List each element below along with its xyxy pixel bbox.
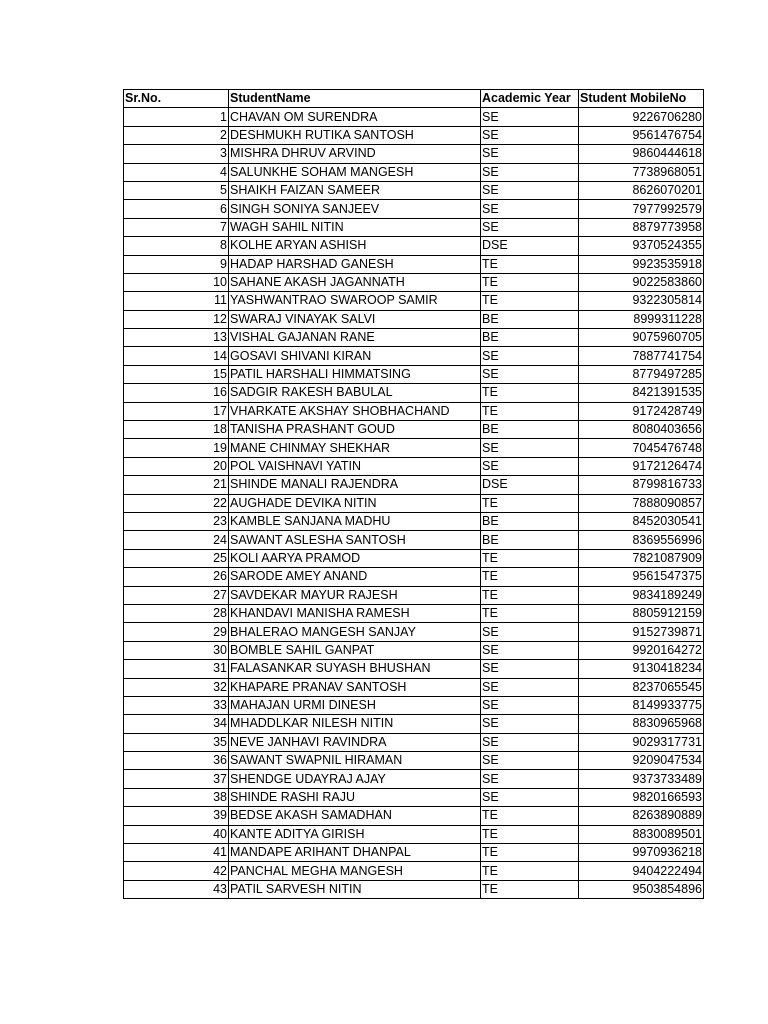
cell-sr-no: 19 bbox=[124, 439, 229, 457]
cell-mobile-no: 9172126474 bbox=[579, 457, 704, 475]
cell-sr-no: 10 bbox=[124, 273, 229, 291]
cell-sr-no: 29 bbox=[124, 623, 229, 641]
cell-academic-year: SE bbox=[481, 181, 579, 199]
cell-academic-year: DSE bbox=[481, 476, 579, 494]
cell-sr-no: 2 bbox=[124, 126, 229, 144]
table-body bbox=[124, 108, 704, 899]
cell-mobile-no: 9209047534 bbox=[579, 752, 704, 770]
table-row bbox=[124, 200, 704, 218]
cell-student-name: PANCHAL MEGHA MANGESH bbox=[229, 862, 481, 880]
cell-sr-no: 14 bbox=[124, 347, 229, 365]
cell-sr-no: 27 bbox=[124, 586, 229, 604]
table-row bbox=[124, 770, 704, 788]
table-row bbox=[124, 237, 704, 255]
cell-sr-no: 30 bbox=[124, 641, 229, 659]
cell-mobile-no: 8999311228 bbox=[579, 310, 704, 328]
cell-sr-no: 9 bbox=[124, 255, 229, 273]
header-sr-no: Sr.No. bbox=[124, 90, 229, 108]
cell-academic-year: TE bbox=[481, 862, 579, 880]
cell-student-name: PATIL SARVESH NITIN bbox=[229, 880, 481, 898]
cell-academic-year: BE bbox=[481, 329, 579, 347]
cell-academic-year: SE bbox=[481, 678, 579, 696]
cell-academic-year: BE bbox=[481, 310, 579, 328]
cell-mobile-no: 9920164272 bbox=[579, 641, 704, 659]
cell-academic-year: SE bbox=[481, 200, 579, 218]
cell-sr-no: 26 bbox=[124, 568, 229, 586]
cell-sr-no: 20 bbox=[124, 457, 229, 475]
cell-academic-year: SE bbox=[481, 145, 579, 163]
table-row bbox=[124, 660, 704, 678]
cell-student-name: VHARKATE AKSHAY SHOBHACHAND bbox=[229, 402, 481, 420]
table-row bbox=[124, 255, 704, 273]
cell-sr-no: 11 bbox=[124, 292, 229, 310]
cell-mobile-no: 8452030541 bbox=[579, 512, 704, 530]
cell-sr-no: 41 bbox=[124, 844, 229, 862]
cell-student-name: NEVE JANHAVI RAVINDRA bbox=[229, 733, 481, 751]
cell-student-name: GOSAVI SHIVANI KIRAN bbox=[229, 347, 481, 365]
cell-academic-year: SE bbox=[481, 623, 579, 641]
table-row bbox=[124, 310, 704, 328]
cell-sr-no: 18 bbox=[124, 421, 229, 439]
cell-academic-year: TE bbox=[481, 255, 579, 273]
table-row bbox=[124, 402, 704, 420]
cell-sr-no: 25 bbox=[124, 549, 229, 567]
cell-academic-year: TE bbox=[481, 292, 579, 310]
cell-sr-no: 4 bbox=[124, 163, 229, 181]
table-row bbox=[124, 347, 704, 365]
cell-mobile-no: 8830089501 bbox=[579, 825, 704, 843]
cell-sr-no: 36 bbox=[124, 752, 229, 770]
table-row bbox=[124, 788, 704, 806]
cell-mobile-no: 8421391535 bbox=[579, 384, 704, 402]
cell-mobile-no: 8149933775 bbox=[579, 696, 704, 714]
cell-sr-no: 13 bbox=[124, 329, 229, 347]
cell-student-name: SAHANE AKASH JAGANNATH bbox=[229, 273, 481, 291]
table-row bbox=[124, 568, 704, 586]
table-row bbox=[124, 457, 704, 475]
cell-academic-year: TE bbox=[481, 844, 579, 862]
cell-student-name: SAWANT ASLESHA SANTOSH bbox=[229, 531, 481, 549]
cell-student-name: HADAP HARSHAD GANESH bbox=[229, 255, 481, 273]
cell-student-name: SHINDE RASHI RAJU bbox=[229, 788, 481, 806]
cell-academic-year: SE bbox=[481, 788, 579, 806]
cell-student-name: MAHAJAN URMI DINESH bbox=[229, 696, 481, 714]
cell-academic-year: SE bbox=[481, 347, 579, 365]
cell-student-name: FALASANKAR SUYASH BHUSHAN bbox=[229, 660, 481, 678]
student-table bbox=[123, 89, 704, 899]
table-row bbox=[124, 494, 704, 512]
cell-mobile-no: 9152739871 bbox=[579, 623, 704, 641]
cell-student-name: VISHAL GAJANAN RANE bbox=[229, 329, 481, 347]
cell-academic-year: SE bbox=[481, 715, 579, 733]
cell-student-name: DESHMUKH RUTIKA SANTOSH bbox=[229, 126, 481, 144]
cell-student-name: SHENDGE UDAYRAJ AJAY bbox=[229, 770, 481, 788]
cell-sr-no: 33 bbox=[124, 696, 229, 714]
cell-academic-year: BE bbox=[481, 512, 579, 530]
cell-sr-no: 21 bbox=[124, 476, 229, 494]
cell-sr-no: 8 bbox=[124, 237, 229, 255]
cell-academic-year: SE bbox=[481, 365, 579, 383]
table-row bbox=[124, 862, 704, 880]
cell-mobile-no: 8237065545 bbox=[579, 678, 704, 696]
cell-academic-year: SE bbox=[481, 163, 579, 181]
cell-academic-year: TE bbox=[481, 549, 579, 567]
table-row bbox=[124, 163, 704, 181]
cell-sr-no: 7 bbox=[124, 218, 229, 236]
cell-mobile-no: 9370524355 bbox=[579, 237, 704, 255]
cell-academic-year: BE bbox=[481, 531, 579, 549]
cell-mobile-no: 8805912159 bbox=[579, 604, 704, 622]
cell-sr-no: 6 bbox=[124, 200, 229, 218]
table-header-row bbox=[124, 90, 704, 108]
cell-sr-no: 34 bbox=[124, 715, 229, 733]
cell-mobile-no: 7045476748 bbox=[579, 439, 704, 457]
cell-academic-year: SE bbox=[481, 108, 579, 126]
table-row bbox=[124, 273, 704, 291]
cell-sr-no: 23 bbox=[124, 512, 229, 530]
cell-sr-no: 16 bbox=[124, 384, 229, 402]
cell-academic-year: SE bbox=[481, 660, 579, 678]
cell-mobile-no: 9561547375 bbox=[579, 568, 704, 586]
table-row bbox=[124, 696, 704, 714]
cell-sr-no: 28 bbox=[124, 604, 229, 622]
cell-sr-no: 38 bbox=[124, 788, 229, 806]
cell-mobile-no: 9561476754 bbox=[579, 126, 704, 144]
cell-academic-year: TE bbox=[481, 604, 579, 622]
header-academic-year: Academic Year bbox=[481, 90, 579, 108]
table-row bbox=[124, 218, 704, 236]
table-row bbox=[124, 623, 704, 641]
cell-student-name: PATIL HARSHALI HIMMATSING bbox=[229, 365, 481, 383]
table-row bbox=[124, 476, 704, 494]
table-row bbox=[124, 880, 704, 898]
cell-academic-year: TE bbox=[481, 568, 579, 586]
cell-student-name: KANTE ADITYA GIRISH bbox=[229, 825, 481, 843]
cell-academic-year: TE bbox=[481, 807, 579, 825]
cell-mobile-no: 7821087909 bbox=[579, 549, 704, 567]
cell-sr-no: 3 bbox=[124, 145, 229, 163]
table-row bbox=[124, 604, 704, 622]
cell-mobile-no: 7977992579 bbox=[579, 200, 704, 218]
cell-academic-year: SE bbox=[481, 733, 579, 751]
cell-academic-year: TE bbox=[481, 402, 579, 420]
table-row bbox=[124, 292, 704, 310]
cell-academic-year: SE bbox=[481, 457, 579, 475]
table-row bbox=[124, 715, 704, 733]
cell-sr-no: 17 bbox=[124, 402, 229, 420]
cell-mobile-no: 9373733489 bbox=[579, 770, 704, 788]
cell-student-name: AUGHADE DEVIKA NITIN bbox=[229, 494, 481, 512]
cell-student-name: SADGIR RAKESH BABULAL bbox=[229, 384, 481, 402]
cell-student-name: SARODE AMEY ANAND bbox=[229, 568, 481, 586]
table-row bbox=[124, 512, 704, 530]
cell-mobile-no: 9404222494 bbox=[579, 862, 704, 880]
cell-sr-no: 32 bbox=[124, 678, 229, 696]
cell-mobile-no: 9503854896 bbox=[579, 880, 704, 898]
cell-mobile-no: 8626070201 bbox=[579, 181, 704, 199]
cell-student-name: SWARAJ VINAYAK SALVI bbox=[229, 310, 481, 328]
cell-student-name: YASHWANTRAO SWAROOP SAMIR bbox=[229, 292, 481, 310]
cell-sr-no: 15 bbox=[124, 365, 229, 383]
cell-academic-year: TE bbox=[481, 494, 579, 512]
table-row bbox=[124, 586, 704, 604]
cell-mobile-no: 9172428749 bbox=[579, 402, 704, 420]
cell-mobile-no: 8779497285 bbox=[579, 365, 704, 383]
cell-sr-no: 43 bbox=[124, 880, 229, 898]
table-row bbox=[124, 329, 704, 347]
cell-academic-year: SE bbox=[481, 439, 579, 457]
cell-mobile-no: 9022583860 bbox=[579, 273, 704, 291]
cell-academic-year: TE bbox=[481, 880, 579, 898]
table-row bbox=[124, 365, 704, 383]
cell-student-name: KOLI AARYA PRAMOD bbox=[229, 549, 481, 567]
cell-mobile-no: 7738968051 bbox=[579, 163, 704, 181]
cell-mobile-no: 8830965968 bbox=[579, 715, 704, 733]
cell-student-name: MHADDLKAR NILESH NITIN bbox=[229, 715, 481, 733]
cell-mobile-no: 7887741754 bbox=[579, 347, 704, 365]
table-row bbox=[124, 145, 704, 163]
cell-student-name: KAMBLE SANJANA MADHU bbox=[229, 512, 481, 530]
table-row bbox=[124, 126, 704, 144]
cell-mobile-no: 9820166593 bbox=[579, 788, 704, 806]
cell-mobile-no: 9075960705 bbox=[579, 329, 704, 347]
cell-mobile-no: 8879773958 bbox=[579, 218, 704, 236]
table-row bbox=[124, 531, 704, 549]
cell-mobile-no: 9226706280 bbox=[579, 108, 704, 126]
cell-sr-no: 22 bbox=[124, 494, 229, 512]
cell-mobile-no: 9834189249 bbox=[579, 586, 704, 604]
cell-mobile-no: 9029317731 bbox=[579, 733, 704, 751]
cell-sr-no: 31 bbox=[124, 660, 229, 678]
cell-student-name: SINGH SONIYA SANJEEV bbox=[229, 200, 481, 218]
cell-academic-year: SE bbox=[481, 641, 579, 659]
header-student-name: StudentName bbox=[229, 90, 481, 108]
table-row bbox=[124, 181, 704, 199]
cell-student-name: SHINDE MANALI RAJENDRA bbox=[229, 476, 481, 494]
cell-student-name: POL VAISHNAVI YATIN bbox=[229, 457, 481, 475]
cell-student-name: KHAPARE PRANAV SANTOSH bbox=[229, 678, 481, 696]
table-row bbox=[124, 678, 704, 696]
table-row bbox=[124, 825, 704, 843]
cell-academic-year: SE bbox=[481, 218, 579, 236]
cell-sr-no: 39 bbox=[124, 807, 229, 825]
cell-student-name: CHAVAN OM SURENDRA bbox=[229, 108, 481, 126]
cell-student-name: KOLHE ARYAN ASHISH bbox=[229, 237, 481, 255]
table-row bbox=[124, 807, 704, 825]
table-row bbox=[124, 733, 704, 751]
cell-academic-year: TE bbox=[481, 273, 579, 291]
cell-sr-no: 35 bbox=[124, 733, 229, 751]
table-row bbox=[124, 108, 704, 126]
cell-mobile-no: 9923535918 bbox=[579, 255, 704, 273]
cell-academic-year: TE bbox=[481, 586, 579, 604]
cell-mobile-no: 8369556996 bbox=[579, 531, 704, 549]
cell-student-name: MISHRA DHRUV ARVIND bbox=[229, 145, 481, 163]
cell-academic-year: TE bbox=[481, 825, 579, 843]
cell-sr-no: 42 bbox=[124, 862, 229, 880]
table-row bbox=[124, 549, 704, 567]
table-row bbox=[124, 421, 704, 439]
cell-mobile-no: 9322305814 bbox=[579, 292, 704, 310]
cell-mobile-no: 8080403656 bbox=[579, 421, 704, 439]
cell-mobile-no: 9860444618 bbox=[579, 145, 704, 163]
cell-mobile-no: 7888090857 bbox=[579, 494, 704, 512]
table-row bbox=[124, 384, 704, 402]
cell-sr-no: 12 bbox=[124, 310, 229, 328]
table-row bbox=[124, 752, 704, 770]
cell-academic-year: SE bbox=[481, 126, 579, 144]
cell-sr-no: 37 bbox=[124, 770, 229, 788]
cell-student-name: BEDSE AKASH SAMADHAN bbox=[229, 807, 481, 825]
cell-academic-year: TE bbox=[481, 384, 579, 402]
cell-student-name: MANE CHINMAY SHEKHAR bbox=[229, 439, 481, 457]
cell-mobile-no: 8799816733 bbox=[579, 476, 704, 494]
cell-student-name: KHANDAVI MANISHA RAMESH bbox=[229, 604, 481, 622]
cell-sr-no: 24 bbox=[124, 531, 229, 549]
cell-student-name: BHALERAO MANGESH SANJAY bbox=[229, 623, 481, 641]
cell-sr-no: 1 bbox=[124, 108, 229, 126]
cell-mobile-no: 8263890889 bbox=[579, 807, 704, 825]
cell-student-name: SALUNKHE SOHAM MANGESH bbox=[229, 163, 481, 181]
cell-academic-year: SE bbox=[481, 770, 579, 788]
cell-mobile-no: 9130418234 bbox=[579, 660, 704, 678]
cell-sr-no: 5 bbox=[124, 181, 229, 199]
table-row bbox=[124, 439, 704, 457]
cell-student-name: BOMBLE SAHIL GANPAT bbox=[229, 641, 481, 659]
cell-academic-year: SE bbox=[481, 696, 579, 714]
cell-student-name: MANDAPE ARIHANT DHANPAL bbox=[229, 844, 481, 862]
table-row bbox=[124, 641, 704, 659]
cell-academic-year: SE bbox=[481, 752, 579, 770]
cell-student-name: WAGH SAHIL NITIN bbox=[229, 218, 481, 236]
cell-student-name: SHAIKH FAIZAN SAMEER bbox=[229, 181, 481, 199]
cell-academic-year: BE bbox=[481, 421, 579, 439]
table-row bbox=[124, 844, 704, 862]
cell-sr-no: 40 bbox=[124, 825, 229, 843]
cell-student-name: SAWANT SWAPNIL HIRAMAN bbox=[229, 752, 481, 770]
cell-student-name: SAVDEKAR MAYUR RAJESH bbox=[229, 586, 481, 604]
cell-academic-year: DSE bbox=[481, 237, 579, 255]
cell-student-name: TANISHA PRASHANT GOUD bbox=[229, 421, 481, 439]
header-student-mobile: Student MobileNo bbox=[579, 90, 704, 108]
cell-mobile-no: 9970936218 bbox=[579, 844, 704, 862]
